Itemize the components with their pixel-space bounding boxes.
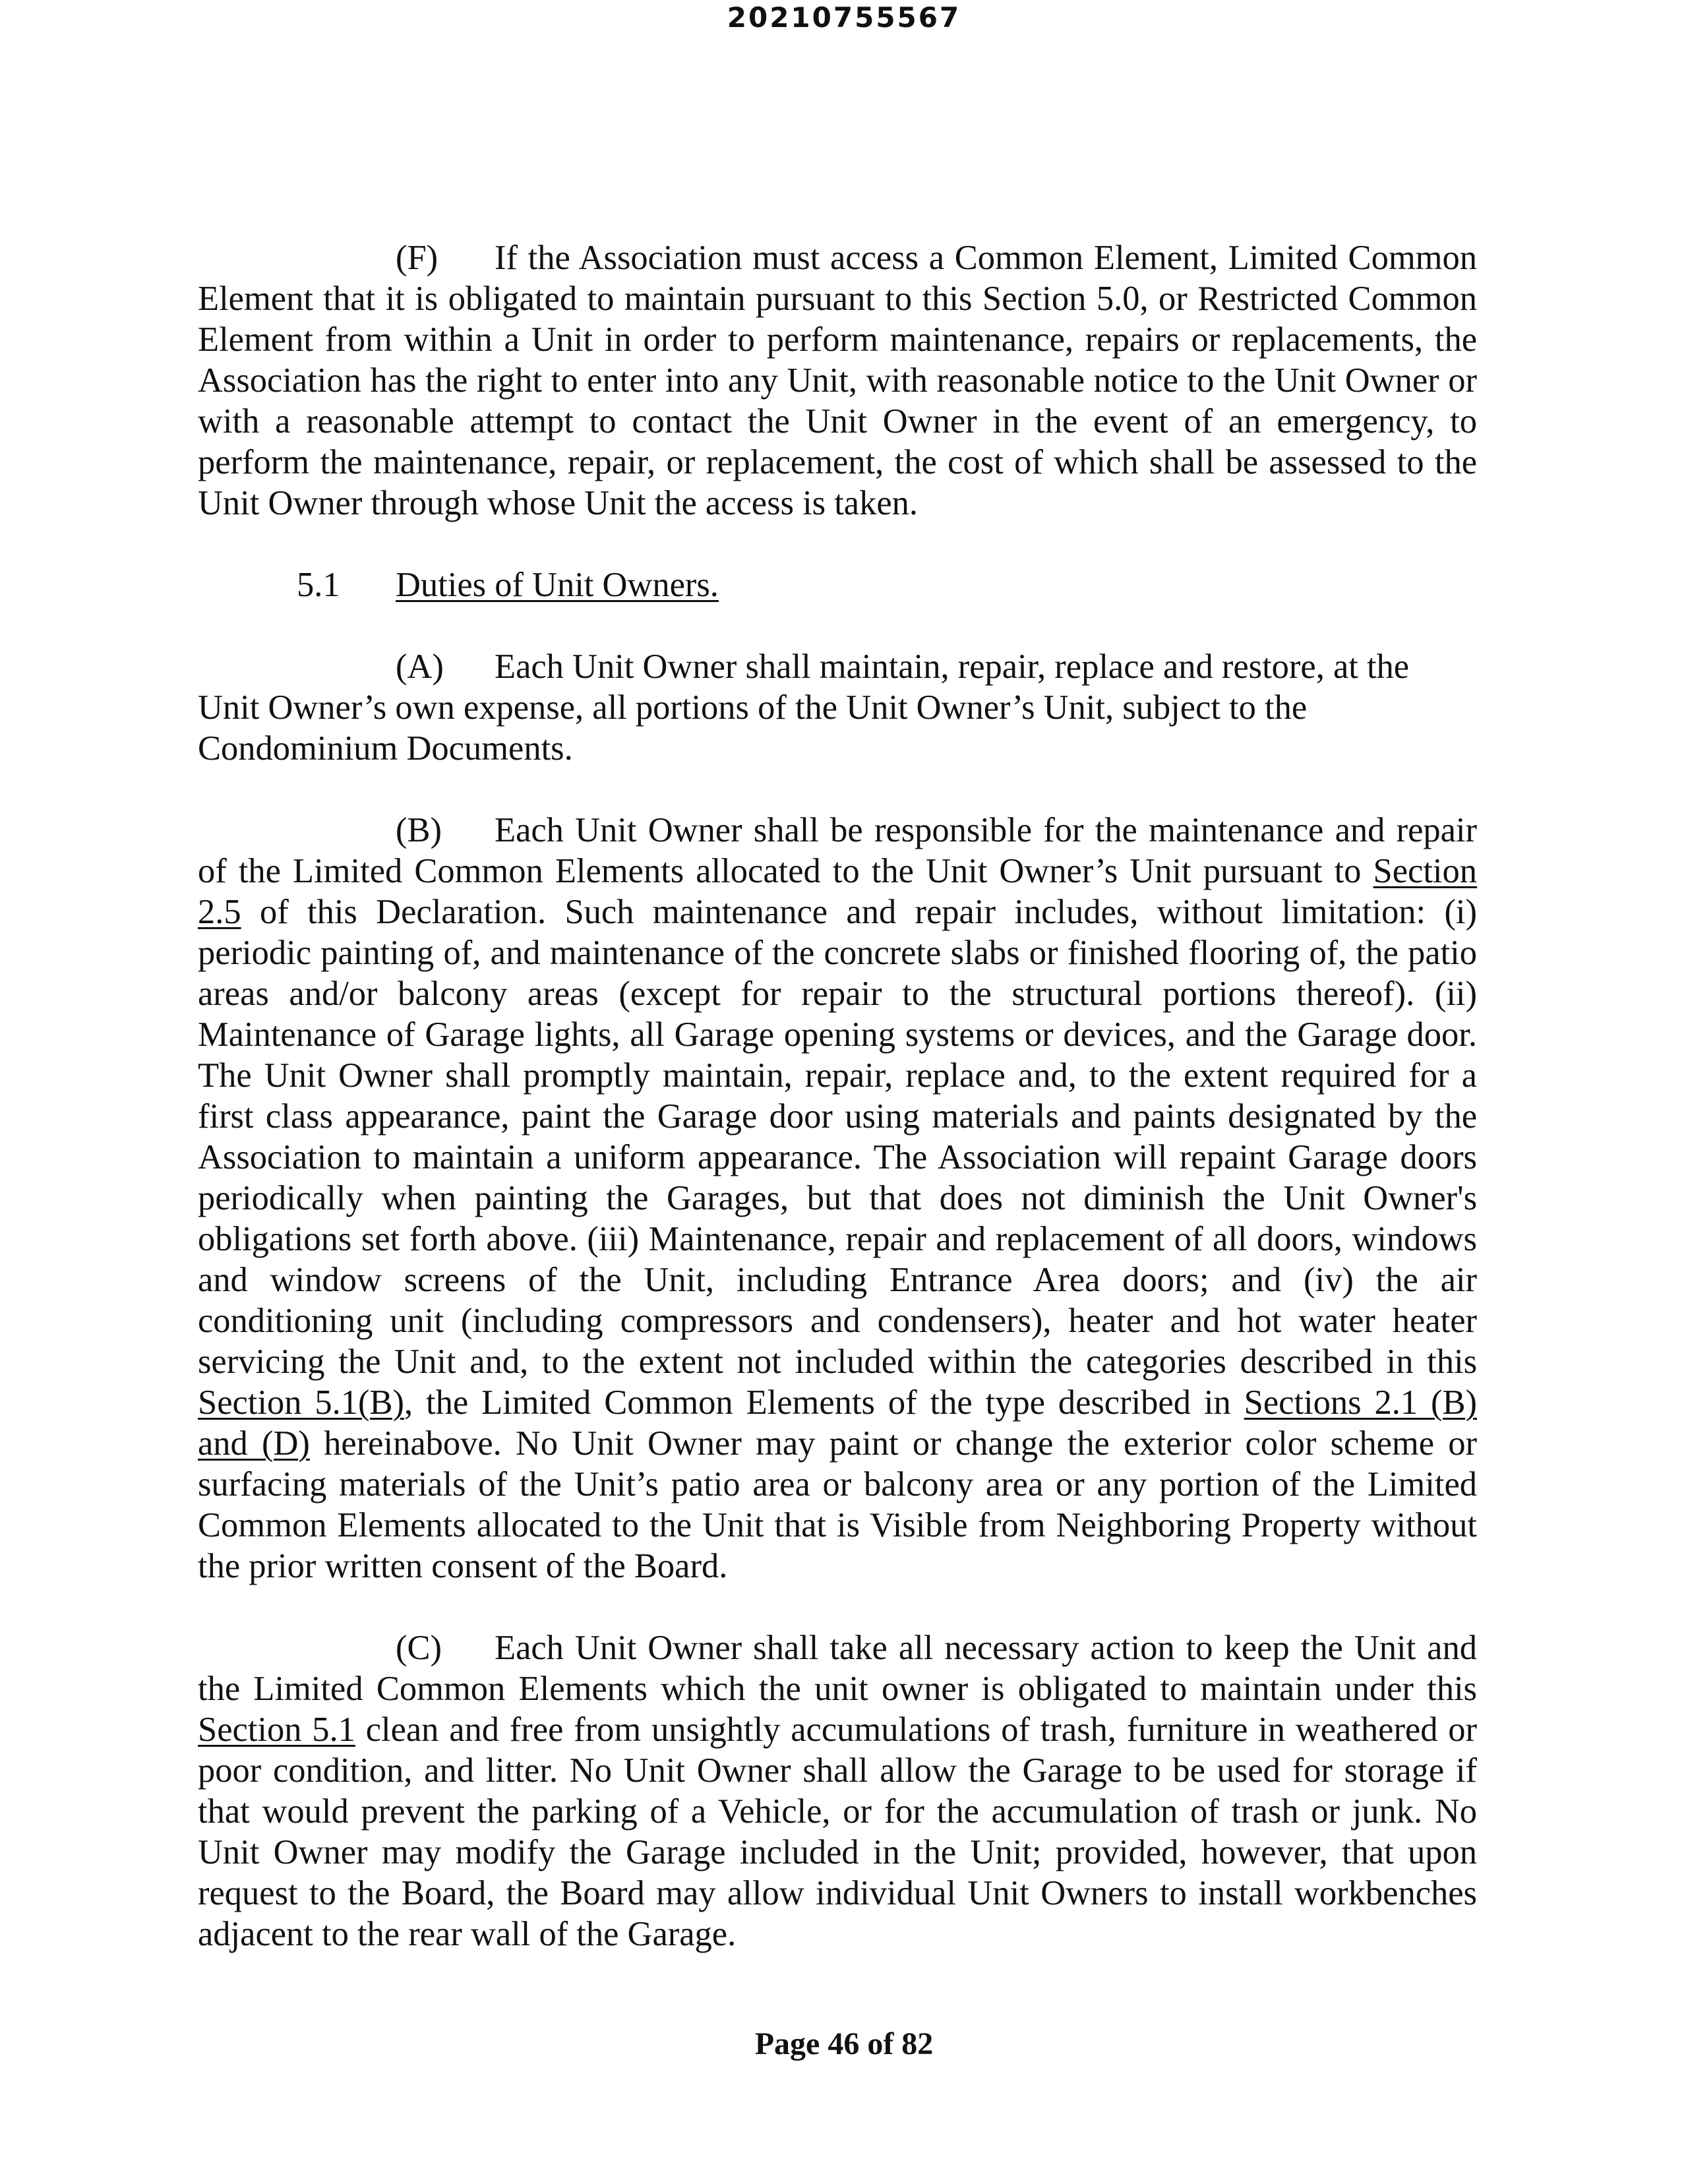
paragraph-a-label: (A)	[396, 648, 444, 686]
paragraph-c-text-1: Each Unit Owner shall take all necessary action to keep the Unit and the Limited Common Elements which the unit owner is obligated to maintain under this	[198, 1629, 1477, 1708]
section-reference-2-1: Sections 2.1 (B) and (D)	[198, 1383, 1477, 1463]
paragraph-f-label: (F)	[396, 239, 438, 277]
paragraph-c-text-2: clean and free from unsightly accumulations of trash, furniture in weathered or poor condition, and litter. No Unit Owner shall allow the Garage to be used for storage if that would prevent the parking of a Vehicle, or for the accumulation of trash or junk. No Unit Owner may modify the Garage included in the Unit; provided, however, that upon request to the Board, the Board may allow individual Unit Owners to install workbenches adjacent to the rear wall of the Garage.	[198, 1711, 1478, 1953]
paragraph-b-text-3: , the Limited Common Elements of the type described in	[404, 1383, 1231, 1422]
section-heading	[198, 564, 1477, 605]
paragraph-b-text-4: hereinabove. No Unit Owner may paint or change the exterior color scheme or surfacing materials of the Unit’s patio area or balcony area or any portion of the Limited Common Elements allocated to the Unit that is Visible from Neighboring Property without the prior written consent of the Board.	[198, 1424, 1477, 1585]
section-reference-5-1b: Section 5.1(B)	[198, 1383, 404, 1422]
section-number: 5.1	[297, 566, 340, 604]
document-body	[198, 237, 1477, 1955]
page-number-footer: Page 46 of 82	[754, 2026, 934, 2061]
document-number: 20210755567	[727, 1, 961, 34]
paragraph-f	[198, 237, 1477, 524]
section-reference-5-1: Section 5.1	[198, 1711, 355, 1749]
paragraph-b-label: (B)	[396, 811, 442, 849]
paragraph-c	[198, 1627, 1477, 1955]
paragraph-a	[198, 646, 1477, 769]
paragraph-b-text-1: Each Unit Owner shall be responsible for the maintenance and repair of the Limited Common Elements allocated to the Unit Owner’s Unit pursuant to	[198, 811, 1477, 890]
paragraph-c-label: (C)	[396, 1629, 442, 1667]
paragraph-b	[198, 810, 1477, 1587]
paragraph-a-text: Each Unit Owner shall maintain, repair, replace and restore, at the Unit Owner’s own expense, all portions of the Unit Owner’s Unit, subject to the Condominium Documents.	[198, 648, 1410, 768]
section-reference-2-5: Section 2.5	[198, 852, 1478, 931]
section-title: Duties of Unit Owners.	[396, 566, 719, 604]
paragraph-f-text: If the Association must access a Common Element, Limited Common Element that it is obligated to maintain pursuant to this Section 5.0, or Restricted Common Element from within a Unit in order to perform maintenance, repairs or replacements, the Association has the right to enter into any Unit, with reasonable notice to the Unit Owner or with a reasonable attempt to contact the Unit Owner in the event of an emergency, to perform the maintenance, repair, or replacement, the cost of which shall be assessed to the Unit Owner through whose Unit the access is taken.	[198, 239, 1477, 522]
paragraph-b-text-2: of this Declaration. Such maintenance and repair includes, without limitation: (i) periodic painting of, and maintenance of the concrete slabs or finished flooring of, the patio areas and/or balcony areas (except for repair to the structural portions thereof). (ii) Maintenance of Garage lights, all Garage opening systems or devices, and the Garage door. The Unit Owner shall promptly maintain, repair, replace and, to the extent required for a first class appearance, paint the Garage door using materials and paints designated by the Association to maintain a uniform appearance. The Association will repaint Garage doors periodically when painting the Garages, but that does not diminish the Unit Owner's obligations set forth above. (iii) Maintenance, repair and replacement of all doors, windows and window screens of the Unit, including Entrance Area doors; and (iv) the air conditioning unit (including compressors and condensers), heater and hot water heater servicing the Unit and, to the extent not included within the categories described in this	[198, 893, 1477, 1381]
